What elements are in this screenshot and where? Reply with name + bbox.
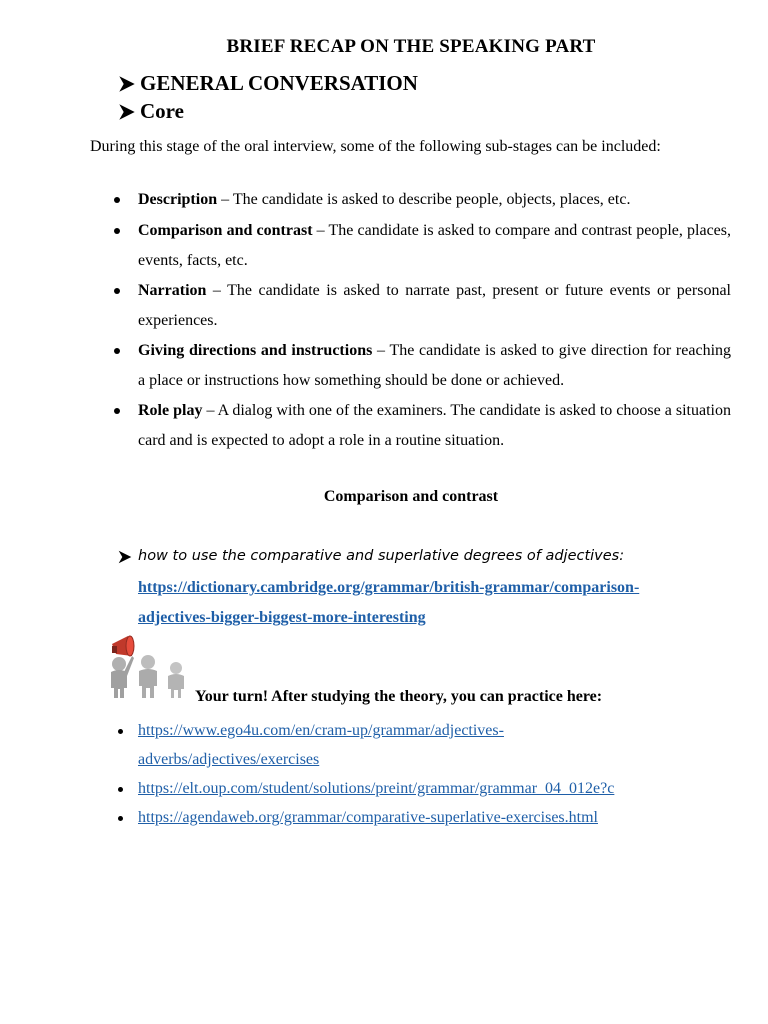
arrowhead-bullet-icon [116, 101, 138, 123]
megaphone-people-icon [104, 634, 190, 700]
arrowhead-bullet-icon [116, 548, 134, 566]
link-text[interactable]: https://agendaweb.org/grammar/comparative-superlative-exercises.html [138, 809, 598, 826]
practice-link-ego4u-continued[interactable] [138, 745, 738, 775]
section-heading: Comparison and contrast [323, 488, 499, 505]
practice-link-oup[interactable] [138, 774, 738, 804]
howto-text: how to use the comparative and superlative degrees of adjectives: [138, 548, 625, 564]
practice-link-agendaweb[interactable] [138, 803, 738, 833]
link-text[interactable]: https://elt.oup.com/student/solutions/preint/grammar/grammar_04_012e?c [138, 780, 615, 797]
substage-term: Comparison and contrast [138, 222, 313, 239]
substage-text: – The candidate is asked to describe people, objects, places, etc. [217, 191, 631, 208]
bullet-dot-icon [114, 228, 120, 234]
bullet-dot-icon [118, 729, 123, 734]
bullet-dot-icon [114, 197, 120, 203]
heading-general-conversation [116, 71, 418, 96]
page-title: BRIEF RECAP ON THE SPEAKING PART [226, 36, 596, 57]
list-item-comparison [138, 216, 731, 276]
link-text[interactable]: adverbs/adjectives/exercises [138, 751, 320, 768]
heading-text: GENERAL CONVERSATION [140, 71, 418, 95]
list-item-narration [138, 276, 731, 336]
list-item-role-play [138, 396, 731, 456]
cambridge-link-continued[interactable]: adjectives-bigger-biggest-more-interesting [138, 609, 426, 626]
substage-term: Role play [138, 402, 203, 419]
heading-text: Core [140, 99, 184, 123]
list-item-description [138, 185, 731, 215]
substage-term: Giving directions and instructions [138, 342, 373, 359]
substage-term: Description [138, 191, 218, 208]
bullet-dot-icon [114, 288, 120, 294]
cambridge-link[interactable]: https://dictionary.cambridge.org/grammar/british-grammar/comparison- [138, 579, 640, 596]
link-text[interactable]: https://www.ego4u.com/en/cram-up/grammar/adjectives- [138, 722, 504, 739]
intro-paragraph: During this stage of the oral interview, some of the following sub-stages can be included: [90, 138, 661, 155]
substage-text: – A dialog with one of the examiners. The candidate is asked to choose a situation card and is expected to adopt a role in a routine situation. [138, 402, 731, 449]
substage-text: – The candidate is asked to give direction for reaching a place or instructions how something should be done or achieved. [138, 342, 732, 389]
practice-link-ego4u[interactable] [138, 716, 738, 746]
list-item-directions [138, 336, 731, 396]
bullet-dot-icon [118, 816, 123, 821]
substage-term: Narration [138, 282, 207, 299]
bullet-dot-icon [114, 348, 120, 354]
practice-heading: Your turn! After studying the theory, you can practice here: [195, 688, 603, 705]
heading-core [116, 99, 184, 124]
bullet-dot-icon [114, 408, 120, 414]
substage-text: – The candidate is asked to compare and contrast people, places, events, facts, etc. [138, 222, 732, 269]
bullet-dot-icon [118, 787, 123, 792]
arrowhead-bullet-icon [116, 73, 138, 95]
substage-text: – The candidate is asked to narrate past, present or future events or personal experiences. [138, 282, 731, 329]
